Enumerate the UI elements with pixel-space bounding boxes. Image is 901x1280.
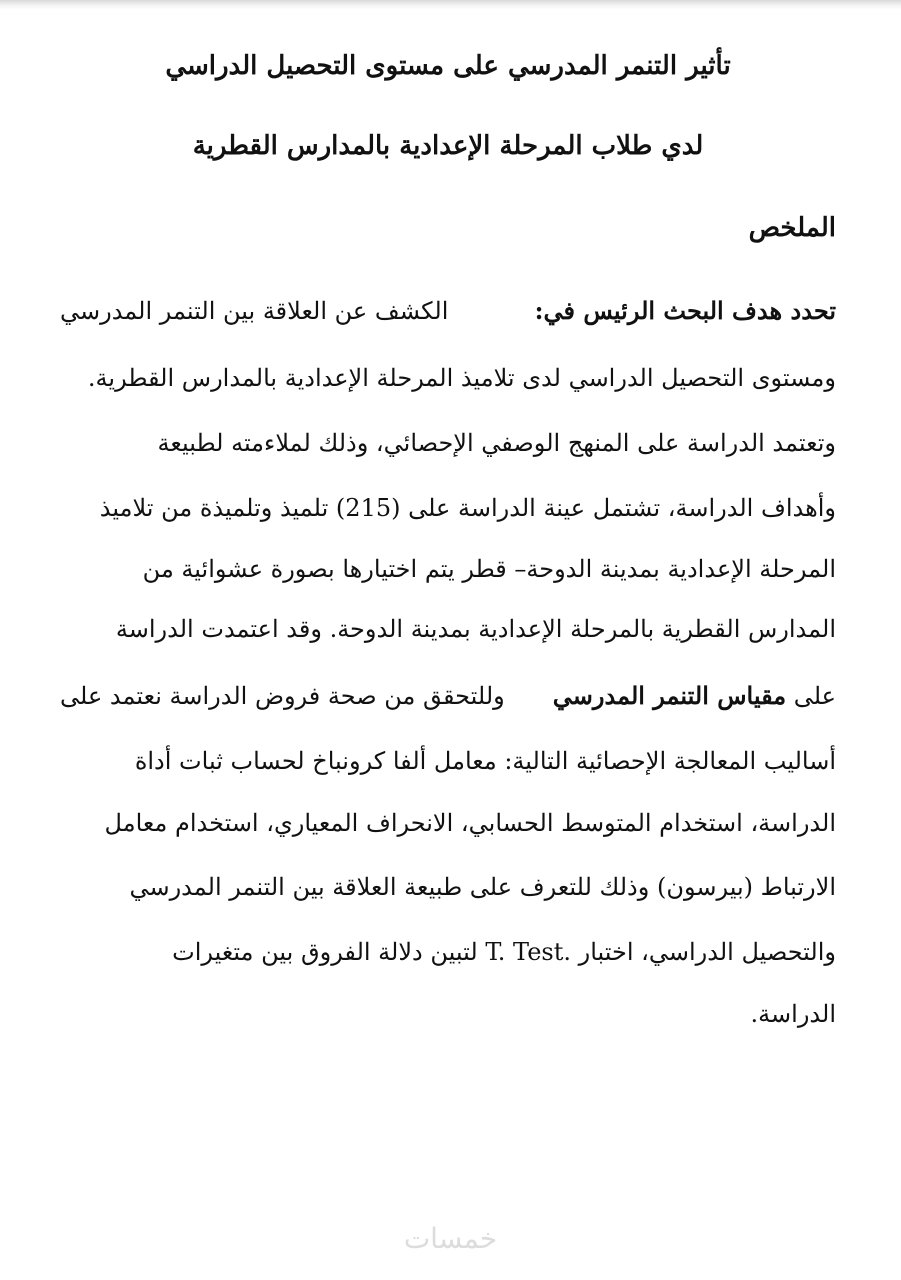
abstract-line: الارتباط (بيرسون) وذلك للتعرف على طبيعة العلاقة بين التنمر المدرسي	[129, 873, 836, 901]
abstract-text: على	[793, 682, 836, 710]
abstract-heading: الملخص	[748, 213, 836, 243]
bullying-scale-label: مقياس التنمر المدرسي	[552, 681, 787, 710]
title-line-2: لدي طلاب المرحلة الإعدادية بالمدارس القطرية	[192, 131, 704, 161]
abstract-line: أساليب المعالجة الإحصائية التالية: معامل ألفا كرونباخ لحساب ثبات أداة	[134, 747, 836, 775]
abstract-line	[60, 673, 836, 719]
watermark: خمسات	[403, 1222, 498, 1255]
research-aim-label: تحدد هدف البحث الرئيس في:	[534, 296, 836, 325]
abstract-line: الدراسة، استخدام المتوسط الحسابي، الانحراف المعياري، استخدام معامل	[104, 809, 836, 837]
abstract-word-group	[535, 288, 836, 334]
abstract-text: الكشف عن العلاقة بين التنمر المدرسي	[60, 297, 449, 325]
abstract-line: والتحصيل الدراسي، اختبار .T. Test لتبين دلالة الفروق بين متغيرات	[172, 938, 836, 966]
abstract-line	[60, 288, 836, 334]
abstract-word-group	[553, 673, 836, 719]
abstract-line: ومستوى التحصيل الدراسي لدى تلاميذ المرحلة الإعدادية بالمدارس القطرية.	[87, 364, 836, 392]
abstract-text: وللتحقق من صحة فروض الدراسة نعتمد على	[60, 682, 505, 710]
abstract-line: المرحلة الإعدادية بمدينة الدوحة– قطر يتم اختيارها بصورة عشوائية من	[142, 555, 836, 583]
abstract-line: وتعتمد الدراسة على المنهج الوصفي الإحصائي، وذلك لملاءمته لطبيعة	[157, 429, 836, 457]
abstract-line: الدراسة.	[750, 1000, 836, 1028]
title-line-1: تأثير التنمر المدرسي على مستوى التحصيل الدراسي	[165, 51, 731, 81]
document-page	[60, 0, 836, 1280]
abstract-line: وأهداف الدراسة، تشتمل عينة الدراسة على (215) تلميذ وتلميذة من تلاميذ	[99, 494, 836, 522]
abstract-line: المدارس القطرية بالمرحلة الإعدادية بمدينة الدوحة. وقد اعتمدت الدراسة	[115, 615, 836, 643]
